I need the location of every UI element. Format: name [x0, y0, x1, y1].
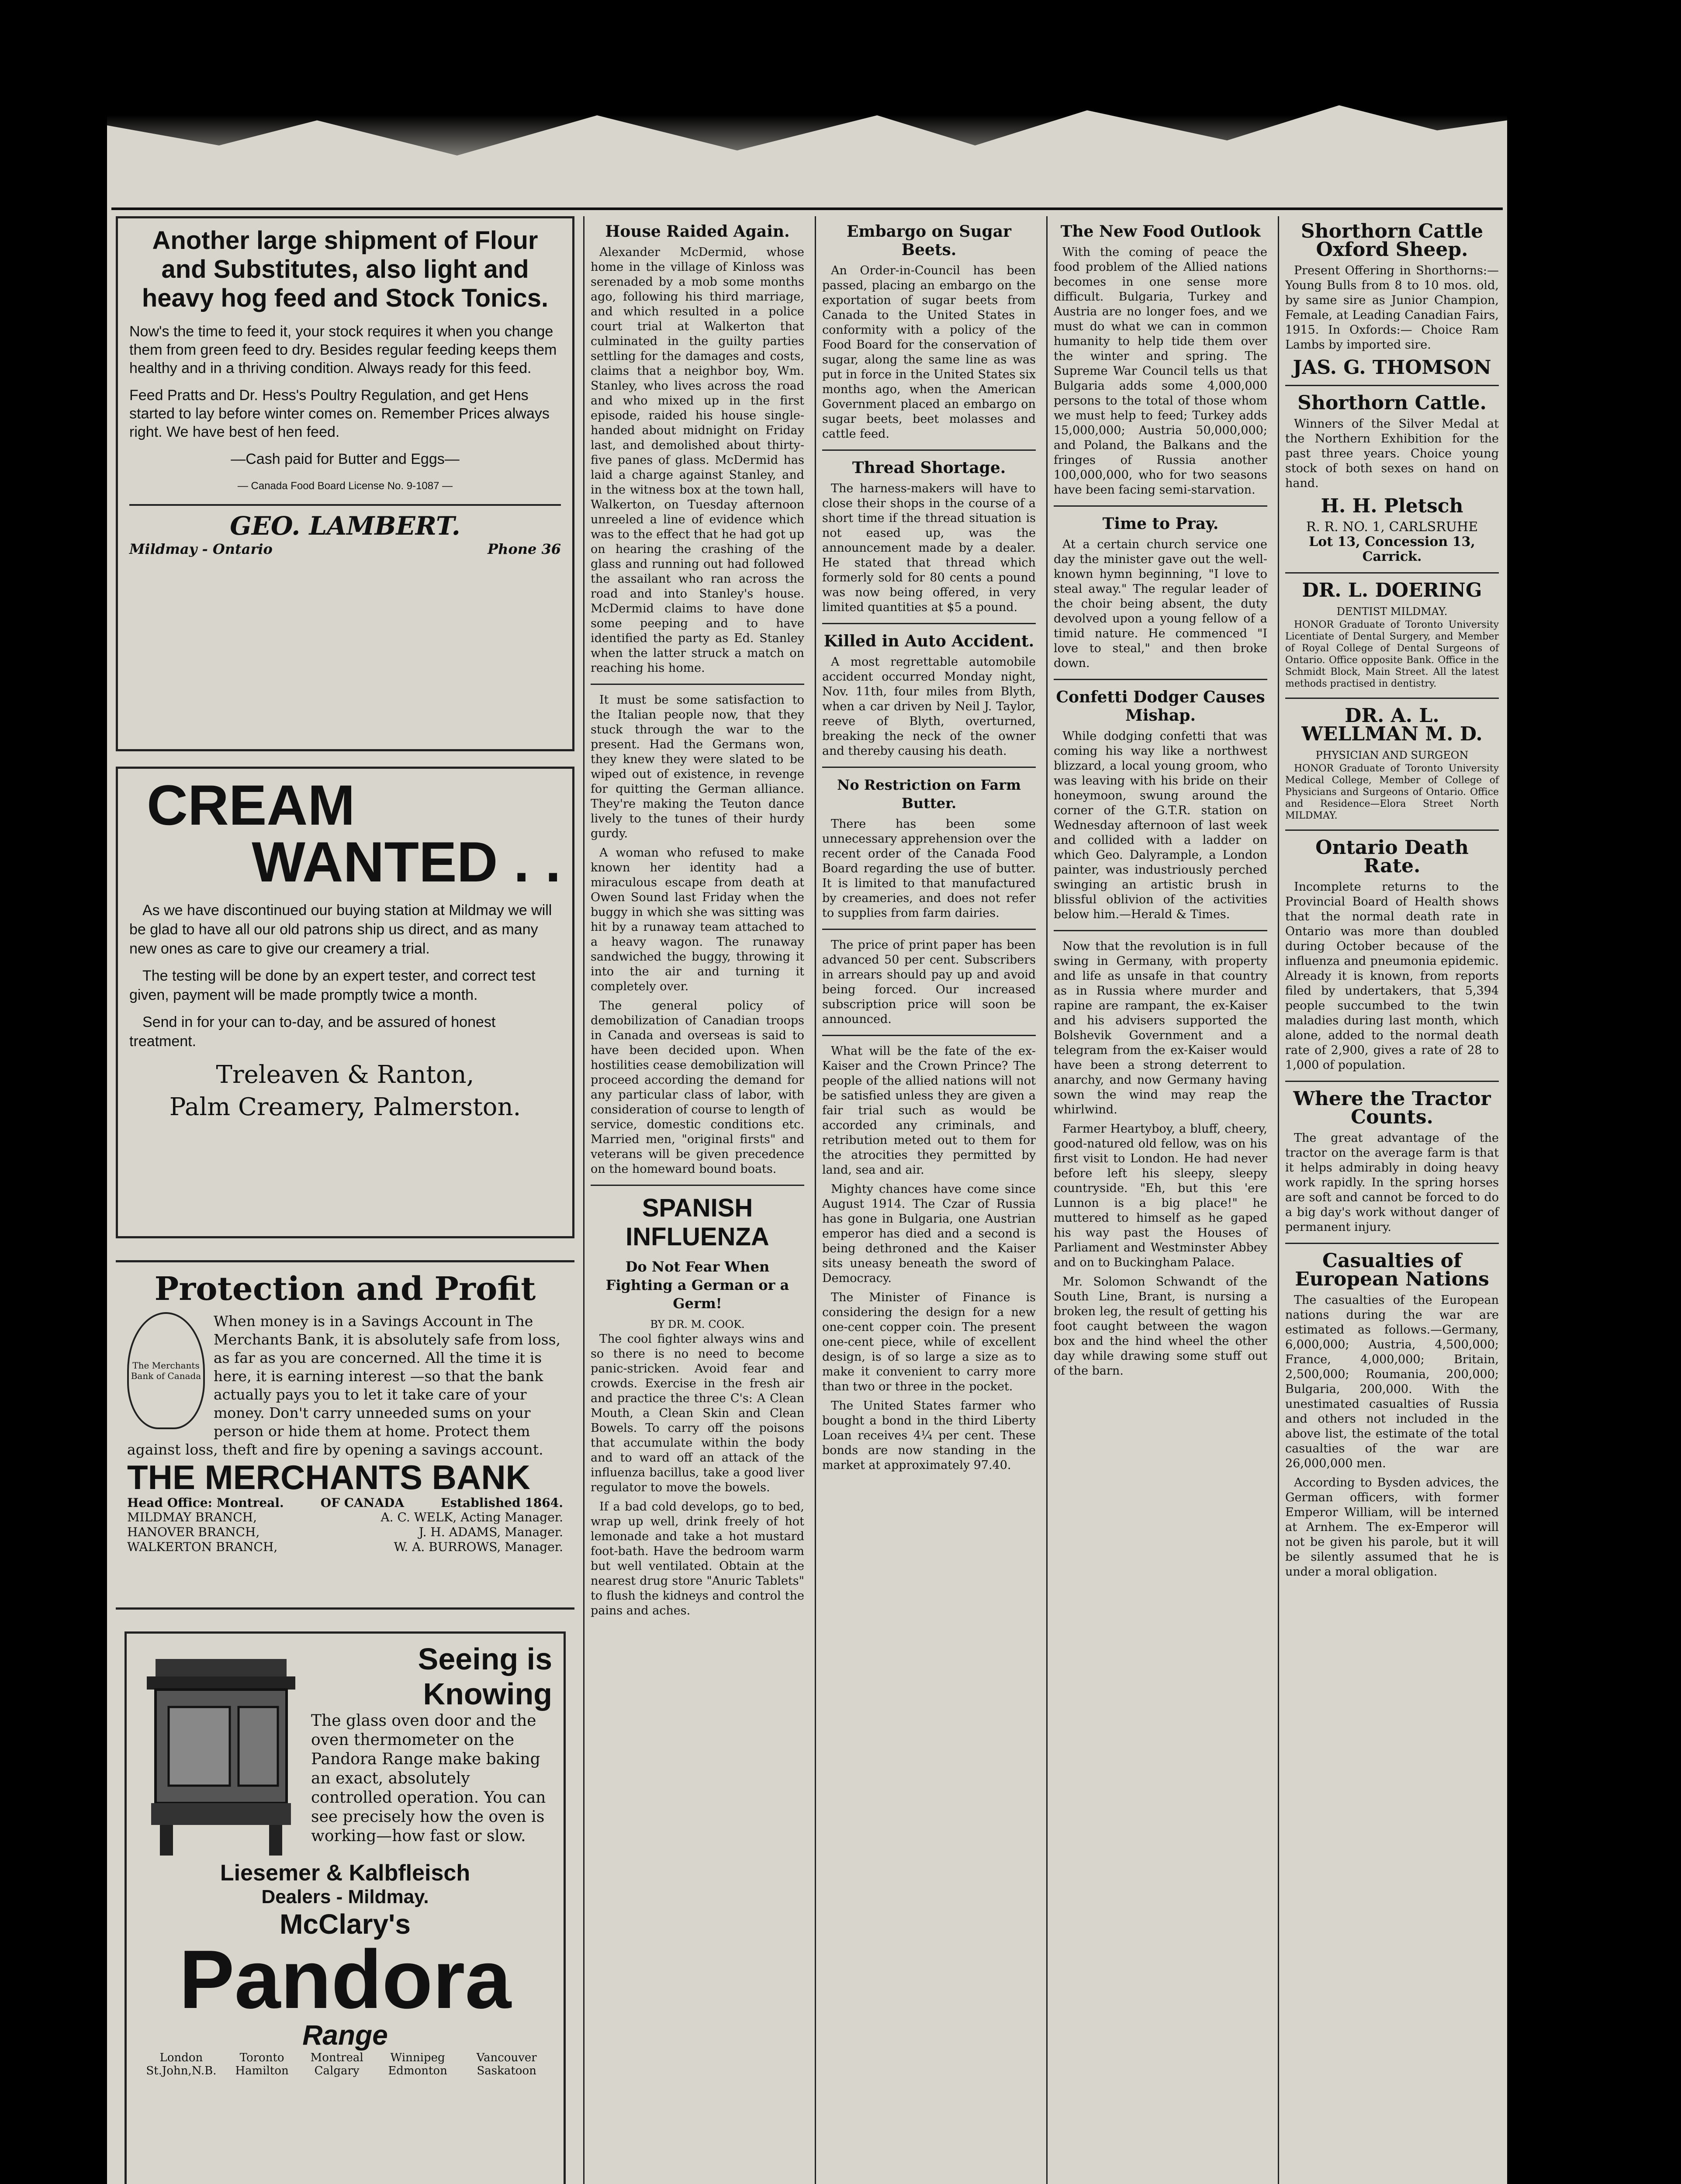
cream-line1: CREAM [147, 773, 355, 837]
doering-text: HONOR Graduate of Toronto University Licentiate of Dental Surgery, and Member of Royal College of Dental Surgeons of Ontario. Office opposite Bank. Office in the Schmidt Block, Main Street. All the latest methods practised in dentistry. [1285, 619, 1499, 689]
bank-sub: OF CANADA [320, 1496, 405, 1510]
pandora-brand: McClary's [280, 1908, 411, 1940]
bank-seal-icon: The Merchants Bank of Canada [127, 1312, 205, 1429]
auto-heading: Killed in Auto Accident. [823, 632, 1034, 650]
cream-firm: Treleaven & Ranton, [216, 1061, 474, 1089]
coin-text: The Minister of Finance is considering the design for a new one-cent copper coin. The present one-cent piece, while of excellent design, is of so large a size as to make it convenient to carry more than two or three in the pocket. [822, 1291, 1036, 1393]
pandora-body: The glass oven door and the oven thermometer on the Pandora Range make baking an exact, absolutely controlled operation. You can see precisely how the oven is working—how fast or slow. [311, 1712, 546, 1845]
lambert-signature [129, 504, 561, 557]
stove-icon [138, 1641, 304, 1860]
butter-text: There has been some unnecessary apprehension over the recent order of the Canada Food Board regarding the use of butter. It is limited to that manufactured by creameries, and does not refer to supplies from farm dairies. [822, 817, 1036, 920]
tractor-heading: Where the Tractor Counts. [1293, 1088, 1491, 1128]
doering-name: DR. L. DOERING [1302, 579, 1482, 601]
lambert-p1: Now's the time to feed it, your stock requires it when you change them from green feed to dry. Besides regular feeding keeps them healthy and in a thriving condition. Always ready for this feed. [129, 323, 557, 377]
pletsch-addr: R. R. NO. 1, CARLSRUHE [1306, 519, 1478, 535]
pandora-ad [125, 1631, 566, 2184]
thread-heading: Thread Shortage. [852, 459, 1006, 477]
pandora-h1: Seeing is [418, 1642, 552, 1676]
pletsch-lot: Lot 13, Concession 13, Carrick. [1309, 534, 1475, 564]
casualties-heading: Casualties of European Nations [1295, 1250, 1489, 1290]
heartyboy-text: Farmer Heartyboy, a bluff, cheery, good-natured old fellow, was on his first visit to London. He had never before left his sleepy, sleepy countryside. "Eh, but this 'ere Lunnon is a big place!" he muttered to himself as he gaped his way past the Houses of Parliament and Westminster Abbey and on to Buckingham Palace. [1054, 1122, 1267, 1269]
bank-head-office: Head Office: Montreal. [127, 1496, 284, 1510]
thread-text: The harness-makers will have to close their shops in the course of a short time if the thread situation is not eased up, was the announcement made by a dealer. He stated that thread which formerly sold for 80 cents a pound was now being offered, in very limited quantities at $5 a pound. [822, 482, 1036, 614]
bank-headline: Protection and Profit [154, 1270, 536, 1308]
bank-branch-row: MILDMAY BRANCH, A. C. WELK, Acting Manager. [127, 1510, 563, 1524]
bank-est: Established 1864. [441, 1496, 563, 1510]
cream-p3: Send in for your can to-day, and be assured of honest treatment. [129, 1014, 496, 1050]
pandora-dealer: Liesemer & Kalbfleisch [220, 1860, 470, 1886]
influenza-by: BY DR. M. COOK. [650, 1318, 745, 1330]
demobilization-text: The general policy of demobilization of Canadian troops in Canada and overseas is said to have been decided upon. When hostilities cease demobilization will proceed according the demand for any particular class of labor, with consideration of course to length of service, domestic conditions etc. Married men, "original firsts" and veterans will be given precedence on the homeward bound boats. [591, 999, 804, 1176]
pandora-range: Range [302, 2019, 388, 2051]
column-4 [1046, 216, 1273, 2184]
bank-branch-row: WALKERTON BRANCH, W. A. BURROWS, Manager. [127, 1540, 563, 1554]
woman-escape-text: A woman who refused to make known her identity had a miraculous escape from death at Owen Sound last Friday when the buggy in which she was sitting was hit by a runaway team attached to a heavy wagon. The runaway sandwiched the buggy, throwing it into the air and turning it completely over. [591, 846, 804, 993]
butter-heading: No Restriction on Farm Butter. [837, 777, 1021, 812]
death-rate-heading: Ontario Death Rate. [1315, 836, 1469, 877]
wellman-text: HONOR Graduate of Toronto University Medical College, Member of College of Physicians and Surgeons of Ontario. Office and Residence—Elora Street North MILDMAY. [1285, 763, 1499, 821]
bank-name: THE MERCHANTS BANK [127, 1458, 530, 1496]
shorthorn-heading: Shorthorn Cattle. [1297, 392, 1487, 414]
lambert-place: Mildmay - Ontario [129, 541, 273, 557]
cream-p2: The testing will be done by an expert tester, and correct test given, payment will be made promptly twice a month. [129, 968, 536, 1003]
schwandt-text: Mr. Solomon Schwandt of the South Line, Brant, is nursing a broken leg, the result of getting his foot caught between the wagon box and the hind wheel the other day while drawing some stuff out of the barn. [1054, 1275, 1267, 1378]
column-5 [1278, 216, 1505, 2184]
food-outlook-heading: The New Food Outlook [1060, 222, 1261, 241]
column-2 [583, 216, 810, 2184]
influenza-p1: The cool fighter always wins and so there is no need to become panic-stricken. Avoid fear and crowds. Exercise in the fresh air and practice the three C's: A Clean Mouth, a Clean Skin and Clean Bowels. To carry off the poisons that accumulate within the body and to ward off an attack of the influenza bacillus, take a good liver regulator to move the bowels. [591, 1332, 804, 1494]
bank-branch-row: HANOVER BRANCH, J. H. ADAMS, Manager. [127, 1525, 563, 1539]
influenza-sub: Do Not Fear When Fighting a German or a Germ! [605, 1258, 789, 1312]
lambert-ad [116, 216, 574, 751]
shorthorn-oxford-heading: Shorthorn Cattle Oxford Sheep. [1301, 220, 1484, 261]
embargo-heading: Embargo on Sugar Beets. [846, 222, 1012, 259]
top-rule [111, 207, 1503, 210]
shorthorn-text: Winners of the Silver Medal at the Northern Exhibition for the past three years. Choice young stock of both sexes on hand on hand. [1285, 417, 1499, 490]
casualties-text: The casualties of the European nations during the war are estimated as follows.—Germany, 6,000,000; Austria, 4,500,000; France, 4,000,000; Britain, 2,500,000; Roumania, 200,000; Bulgaria, 200,000. With the unestimated casualties of Russia and others not included in the above list, the estimate of the total casualties of the war are 26,000,000 men. [1285, 1293, 1499, 1470]
cream-p1: As we have discontinued our buying station at Mildmay we will be glad to have all our old patrons ship us direct, and as many new ones as care to give our creamery a trial. [129, 902, 552, 957]
house-raided-text: Alexander McDermid, whose home in the village of Kinloss was serenaded by a mob some months ago, following his third marriage, and which resulted in a police court trial at Walkerton that culminated in the guilty parties settling for the damages and costs, claims that a neighbor boy, Wm. Stanley, who lives across the road and who mixed up in the first episode, raided his house single-handed about midnight on Friday last, and demolished about thirty-five panes of glass. McDermid has laid a charge against Stanley, and in the witness box at the town hall, Walkerton, on Tuesday afternoon unreeled a line of evidence which was to the effect that he had got up on hearing the crashing of the glass and running out had followed the assailant who ran across the road and into Stanley's house. McDermid claims to have done some peeping and to have identified the party as Ed. Stanley when the latter struck a match on reaching his home. [591, 245, 804, 675]
wellman-name: DR. A. L. WELLMAN M. D. [1301, 705, 1483, 745]
pandora-product: Pandora [179, 1933, 512, 2026]
pletsch-name: H. H. Pletsch [1321, 495, 1463, 517]
cream-line2: WANTED . . [252, 830, 561, 894]
bank-branches [127, 1510, 563, 1555]
chances-text: Mighty chances have come since August 1914. The Czar of Russia has gone in Bulgaria, one Austrian emperor has died and a second is being dethroned and the Kaiser sits uneasy beneath the sword of Democracy. [822, 1182, 1036, 1285]
revolution-text: Now that the revolution is in full swing in Germany, with property and life as unsafe in that country as in Russia where murder and rapine are rampant, the ex-Kaiser and his advisers supported the Bolshevik Government and a telegram from the ex-Kaiser would have been a strong deterrent to anarchy, and now Germany having sown the wind may reap the whirlwind. [1054, 940, 1267, 1116]
influenza-p2: If a bad cold develops, go to bed, wrap up well, drink freely of hot lemonade and take a hot mustard foot-bath. Have the bedroom warm but well ventilated. Obtain at the nearest drug store "Anuric Tablets" to flush the kidneys and control the pains and aches. [591, 1500, 804, 1617]
shorthorn-oxford-text: Present Offering in Shorthorns:— Young Bulls from 8 to 10 mos. old, by same sire as Junior Champion, Female, at Leading Canadian Fairs, 1915. In Oxfords:— Choice Ram Lambs by imported sire. [1285, 264, 1499, 352]
confetti-heading: Confetti Dodger Causes Mishap. [1056, 688, 1265, 725]
cream-firm2: Palm Creamery, Palmerston. [169, 1093, 521, 1121]
food-outlook-text: With the coming of peace the food problem of the Allied nations becomes in one sense more difficult. Bulgaria, Turkey and Austria are no longer foes, and we must do what we can in common humanity to help tide them over the winter and spring. The Supreme War Council tells us that Bulgaria adds some 4,000,000 persons to the total of those whom we must help to feed; Turkey adds 15,000,000; Austria 50,000,000; and Poland, the Balkans and the fringes of Russia another 100,000,000, who for two seasons have been facing semi-starvation. [1054, 245, 1267, 497]
lambert-license: — Canada Food Board License No. 9-1087 — [237, 480, 453, 492]
influenza-title: SPANISH INFLUENZA [626, 1194, 769, 1251]
bank-body: When money is in a Savings Account in The Merchants Bank, it is absolutely safe from loss, as far as you are concerned. All the time it is here, it is earning interest —so that the bank actually pays you to let it take care of your money. Don't carry unneeded sums on your person or hide them at home. Protect them against loss, theft and fire by opening a savings account. [127, 1313, 561, 1458]
tractor-text: The great advantage of the tractor on the average farm is that it helps admirably in doing heavy work rapidly. In the spring horses are soft and cannot be forced to do a big day's work without danger of permanent injury. [1285, 1131, 1499, 1234]
lambert-name: GEO. LAMBERT. [230, 511, 460, 541]
pandora-cities: London St.John,N.B. Toronto Hamilton Montreal Calgary Winnipeg Edmonton Vancouver Saskatoon [146, 2051, 537, 2077]
house-raided-heading: House Raided Again. [605, 222, 790, 241]
embargo-text: An Order-in-Council has been passed, placing an embargo on the exportation of sugar beets from Canada to the United States in conformity with a policy of the Food Board for the conservation of sugar, along the same line as was put in force in the United States six months ago, when the American Government placed an embargo on sugar beets, beet molasses and cattle feed. [822, 264, 1036, 441]
column-3 [815, 216, 1042, 2184]
lambert-headline: Another large shipment of Flour and Substitutes, also light and heavy hog feed and Stock Tonics. [142, 226, 549, 312]
newspaper-page [107, 85, 1507, 2184]
time-to-pray-heading: Time to Pray. [1102, 515, 1219, 533]
thomson-name: JAS. G. THOMSON [1293, 356, 1491, 379]
liberty-loan-text: The United States farmer who bought a bond in the third Liberty Loan receives 4¼ per cent. These bonds are now standing in the market at approximately 97.40. [822, 1399, 1036, 1472]
lambert-phone: Phone 36 [488, 541, 561, 557]
bank-ad [116, 1260, 574, 1610]
wellman-sub: PHYSICIAN AND SURGEON [1315, 749, 1469, 761]
pandora-dealer2: Dealers - Mildmay. [261, 1886, 429, 1908]
doering-sub: DENTIST MILDMAY. [1336, 605, 1448, 618]
confetti-text: While dodging confetti that was coming his way like a northwest blizzard, a local young groom, who was leaving with his bride on their honeymoon, swung around the corner of the G.T.R. station on Wednesday afternoon of last week and collided with a ladder on which Geo. Dalyrample, a London painter, was industriously perched swinging an artistic brush in blissful oblivion of the activities below him.—Herald & Times. [1054, 729, 1267, 921]
lambert-cash: —Cash paid for Butter and Eggs— [231, 451, 460, 467]
pandora-h2: Knowing [423, 1677, 552, 1711]
kaiser-text: What will be the fate of the ex-Kaiser and the Crown Prince? The people of the allied nations will not be satisfied unless they are given a fair trial such as would be accorded any criminals, and retribution meted out to them for the atrocities they permitted by land, sea and air. [822, 1044, 1036, 1177]
lambert-p2: Feed Pratts and Dr. Hess's Poultry Regulation, and get Hens started to lay before winter comes on. Remember Prices always right. We have best of hen feed. [129, 387, 550, 440]
arnhem-text: According to Bysden advices, the German officers, with former Emperor William, will be interned at Arnhem. The ex-Emperor will not be given his parole, but it will be silently assumed that he is under a moral obligation. [1285, 1476, 1499, 1579]
print-paper-text: The price of print paper has been advanced 50 per cent. Subscribers in arrears should pay up and avoid being forced. Our increased subscription price will soon be announced. [822, 938, 1036, 1026]
time-to-pray-text: At a certain church service one day the minister gave out the well-known hymn beginning, "I love to steal away." The regular leader of the choir being absent, the duty devolved upon a young fellow of a timid nature. He commenced "I love to steal," and then broke down. [1054, 538, 1267, 670]
death-rate-text: Incomplete returns to the Provincial Board of Health shows that the normal death rate in Ontario was more than doubled during October because of the influenza and pneumonia epidemic. Already it is known, from reports filed by undertakers, that 5,394 people succumbed to the twin maladies during last month, which alone, added to the normal death rate of 2,900, gives a rate of 28 to 1,000 of population. [1285, 880, 1499, 1072]
cream-ad [116, 767, 574, 1238]
italian-text: It must be some satisfaction to the Italian people now, that they stuck through the war to the present. Had the Germans won, they knew they were slated to be wiped out of existence, in revenge for quitting the German alliance. They're making the Teuton dance lively to the tunes of their hurdy gurdy. [591, 693, 804, 840]
auto-text: A most regrettable automobile accident occurred Monday night, Nov. 11th, four miles from Blyth, when a car driven by Neil J. Taylor, reeve of Blyth, overturned, breaking the neck of the owner and thereby causing his death. [822, 655, 1036, 758]
